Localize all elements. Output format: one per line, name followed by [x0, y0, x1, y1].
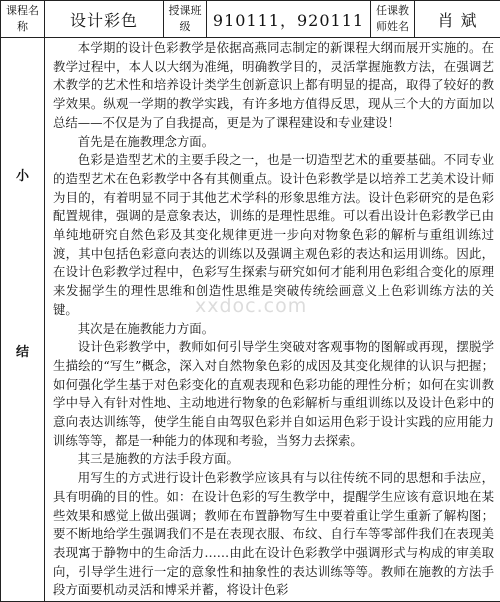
paragraph-heading-2: 其次是在施教能力方面。 [53, 320, 494, 339]
teacher-label: 任课教师姓名 [371, 1, 415, 38]
class-value: 910111，920111 [207, 1, 371, 38]
course-name-label: 课程名称 [1, 1, 45, 38]
paragraph-teaching-methods: 用写生的方式进行设计色彩教学应该具有与以往传统不同的思想和手法应，具有明确的目的性。如：在设计色彩的写生教学中，提醒学生应该有意识地在某些效果和感觉上做出强调；教师在布置静物写生中要着重让学生重新了解构图；要不断地给学生强调我们不是在表现衣服、布纹、自行车等零部件我们在表现美表现寓于静物中的生命活力……由此在设计色彩教学中强调形式与构成的审美取向，引导学生进行一定的意象性和抽象性的表达训练等等。教师在施教的方法手段方面要机动灵活和博采并蓄，将设计色彩 [53, 469, 494, 600]
course-name-value: 设计彩色 [45, 1, 164, 38]
watermark: xxdoc.com [195, 295, 307, 317]
summary-side-label [1, 38, 45, 602]
header-row [1, 1, 500, 38]
body-row [1, 38, 500, 602]
paragraph-teaching-ability: 设计色彩教学中，教师如何引导学生突破对客观事物的图解或再现，摆脱学生描绘的“写生”概念，深入对自然物象色彩的成因及其变化规律的认识与把握；如何强化学生基于对色彩变化的直观表现和色彩功能的理性分析；如何在实训教学中导入有针对性地、主动地进行物象的色彩解析与重组训练以及设计色彩中的意向表达训练等，使学生能自由驾驭色彩并自如运用色彩于设计实践的应用能力训练等等，都是一种能力的体现和考验，当努力去探索。 [53, 338, 494, 450]
class-label: 授课班级 [164, 1, 207, 38]
paragraph-heading-3: 其三是施教的方法手段方面。 [53, 450, 494, 469]
paragraph-teaching-concept: 色彩是造型艺术的主要手段之一，也是一切造型艺术的重要基础。不同专业的造型艺术在色彩教学中各有其侧重点。设计色彩教学是以培养工艺美术设计师为目的，有着明显不同于其他艺术学科的形象思维方法。设计色彩研究的是色彩配置规律，强调的是意象表达，训练的是理性思维。可以看出设计色彩教学已由单纯地研究自然色彩及其变化规律更进一步向对物象色彩的解析与重组训练过渡，其中包括色彩意向表达的训练以及强调主观色彩的表达和运用训练。因此，在设计色彩教学过程中，色彩写生探索与研究如何才能利用色彩组合变化的原理来发掘学生的理性思维和创造性思维是突破传统绘画意义上色彩训练方法的关键。 [53, 151, 494, 319]
teacher-value: 肖 斌 [415, 1, 500, 38]
side-char-1: 小 [1, 168, 44, 186]
side-char-2: 结 [1, 344, 44, 362]
summary-text-cell [45, 38, 500, 602]
paragraph-intro: 本学期的设计色彩教学是依据高燕同志制定的新课程大纲而展开实施的。在教学过程中，本人以大纲为准绳，明确教学目的，灵活掌握施教方法，在强调艺术教学的艺术性和培养设计类学生创新意识上都有明显的提高，取得了较好的教学效果。纵观一学期的教学实践，有许多地方值得反思，现从三个大的方面加以总结——不仅是为了自我提高，更是为了课程建设和专业建设！ [53, 39, 494, 133]
paragraph-heading-1: 首先是在施教理念方面。 [53, 133, 494, 152]
